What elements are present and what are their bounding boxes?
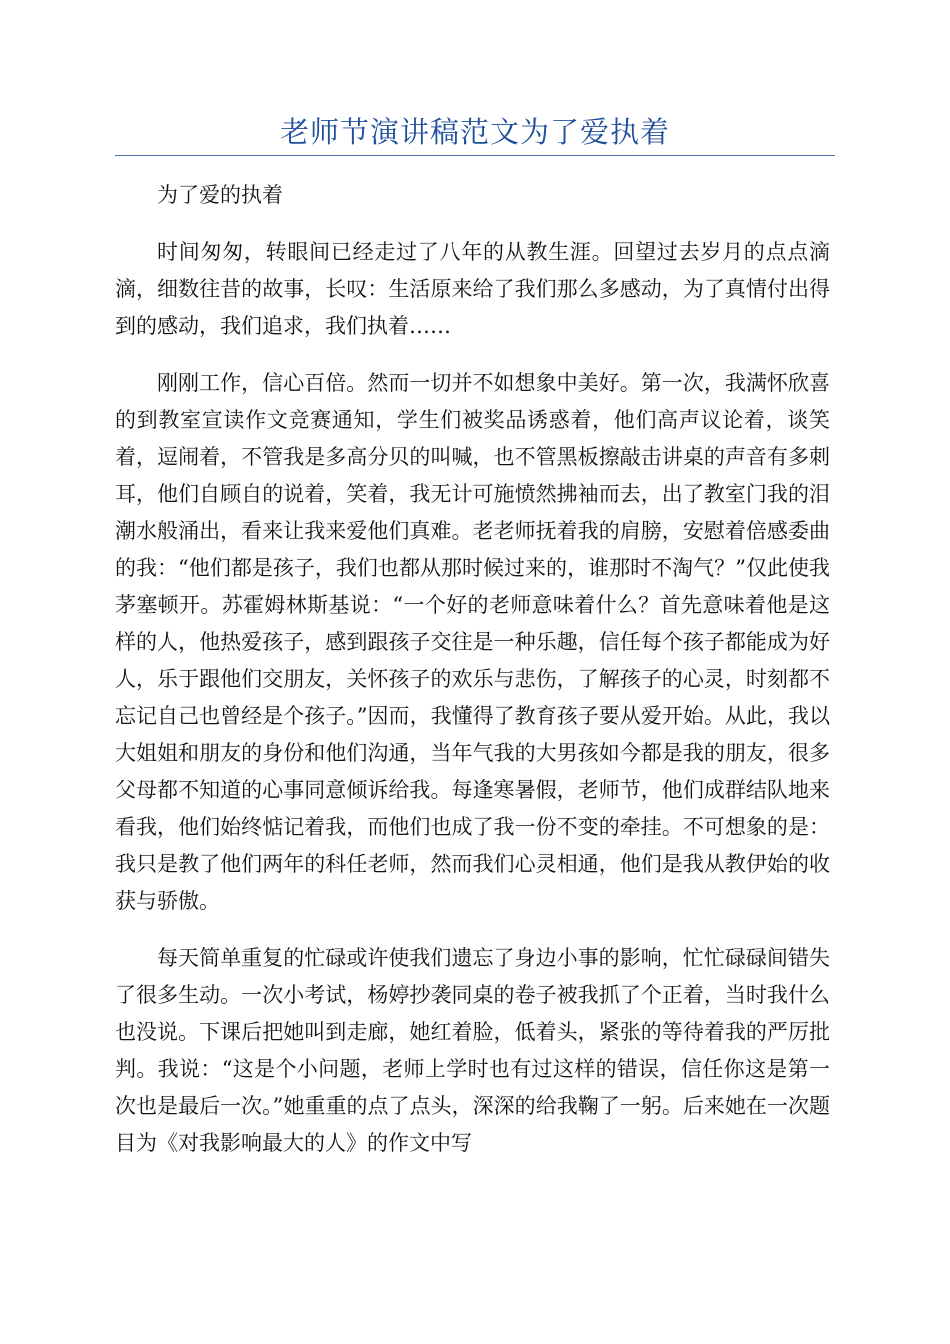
title-underline [115, 155, 835, 156]
document-title: 老师节演讲稿范文为了爱执着 [279, 115, 670, 149]
paragraph-3: 每天简单重复的忙碌或许使我们遗忘了身边小事的影响，忙忙碌碌间错失了很多生动。一次小考试，杨婷抄袭同桌的卷子被我抓了个正着，当时我什么也没说。下课后把她叫到走廊，她红着脸，低着头，紧张的等待着我的严厉批判。我说：“这是个小问题，老师上学时也有过这样的错误，信任你这是第一次也是最后一次。”她重重的点了点头，深深的给我鞠了一躬。后来她在一次题目为《对我影响最大的人》的作文中写 [115, 946, 830, 1155]
paragraph-2: 刚刚工作，信心百倍。然而一切并不如想象中美好。第一次，我满怀欣喜的到教室宣读作文竞赛通知，学生们被奖品诱惑着，他们高声议论着，谈笑着，逗闹着，不管我是多高分贝的叫喊，也不管黑板擦敲击讲桌的声音有多刺耳，他们自顾自的说着，笑着，我无计可施愤然拂袖而去，出了教室门我的泪潮水般涌出，看来让我来爱他们真难。老老师抚着我的肩膀，安慰着倍感委曲的我：“他们都是孩子，我们也都从那时候过来的，谁那时不淘气？”仅此使我茅塞顿开。苏霍姆林斯基说：“一个好的老师意味着什么？首先意味着他是这样的人，他热爱孩子，感到跟孩子交往是一种乐趣，信任每个孩子都能成为好人，乐于跟他们交朋友，关怀孩子的欢乐与悲伤，了解孩子的心灵，时刻都不忘记自己也曾经是个孩子。”因而，我懂得了教育孩子要从爱开始。从此，我以大姐姐和朋友的身份和他们沟通，当年气我的大男孩如今都是我的朋友，很多父母都不知道的心事同意倾诉给我。每逢寒暑假，老师节，他们成群结队地来看我，他们始终惦记着我，而他们也成了我一份不变的牵挂。不可想象的是：我只是教了他们两年的科任老师，然而我们心灵相通，他们是我从教伊始的收获与骄傲。 [115, 371, 830, 913]
document-body [115, 177, 830, 1182]
section-heading: 为了爱的执着 [157, 183, 283, 207]
paragraph-1: 时间匆匆，转眼间已经走过了八年的从教生涯。回望过去岁月的点点滴滴，细数往昔的故事，长叹：生活原来给了我们那么多感动，为了真情付出得到的感动，我们追求，我们执着…… [115, 240, 830, 338]
